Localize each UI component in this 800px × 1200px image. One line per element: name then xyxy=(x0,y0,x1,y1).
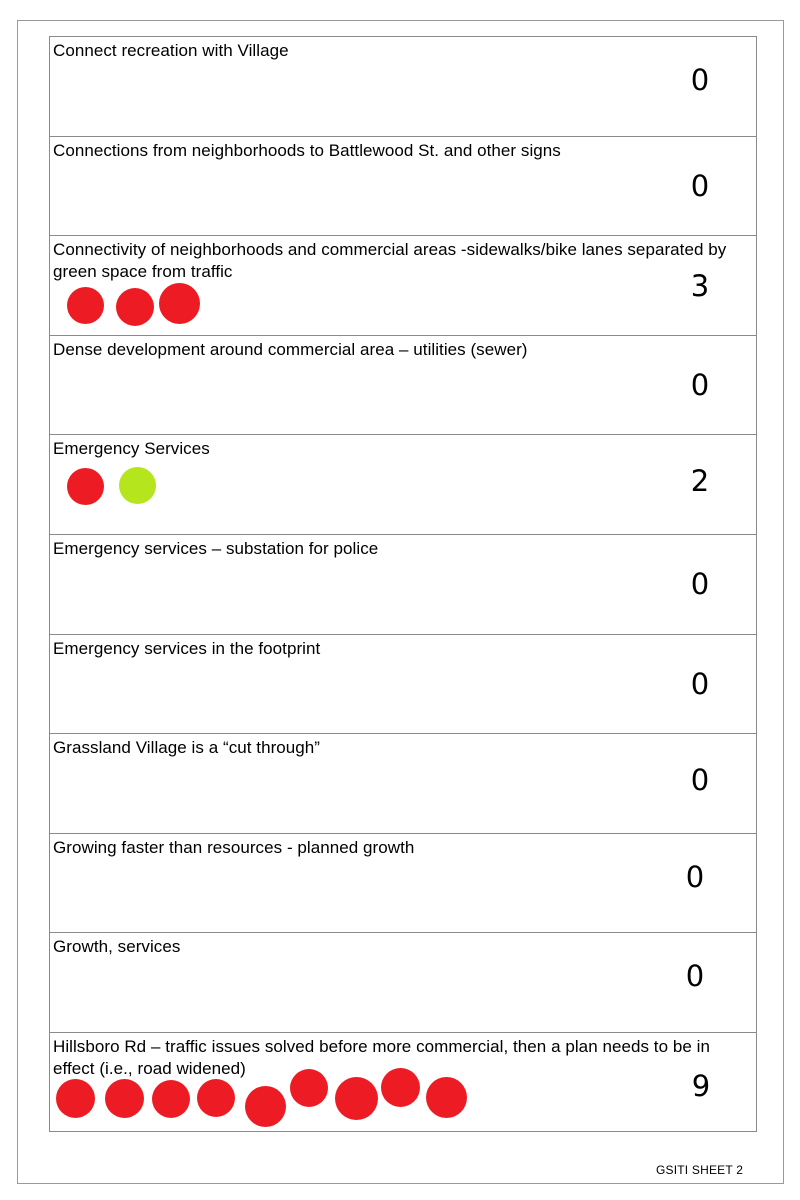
row-text: Emergency services in the footprint xyxy=(53,638,321,658)
red-vote-dot xyxy=(290,1069,328,1107)
row-text: Connect recreation with Village xyxy=(53,41,289,60)
table-row xyxy=(50,1033,756,1133)
table-row xyxy=(50,933,756,1033)
table-row xyxy=(50,37,756,137)
red-vote-dot xyxy=(245,1086,286,1127)
table-row xyxy=(50,236,756,336)
red-vote-dot xyxy=(381,1068,420,1107)
row-text: Connectivity of neighborhoods and commercial areas -sidewalks/bike lanes separated by green space from traffic xyxy=(53,240,727,282)
dot-count: 0 xyxy=(690,168,710,203)
table-row xyxy=(50,336,756,436)
row-text: Emergency Services xyxy=(53,439,210,459)
red-vote-dot xyxy=(67,468,104,505)
dot-count: 0 xyxy=(690,63,710,97)
red-vote-dot xyxy=(197,1079,235,1117)
table-row xyxy=(50,535,756,635)
red-vote-dot xyxy=(335,1077,378,1120)
dot-count: 0 xyxy=(690,666,710,701)
dot-count: 0 xyxy=(690,567,710,601)
row-text: Connections from neighborhoods to Battlewood St. and other signs xyxy=(53,140,561,160)
red-vote-dot xyxy=(152,1080,190,1118)
row-text: Grassland Village is a “cut through” xyxy=(53,738,321,758)
red-vote-dot xyxy=(426,1077,467,1118)
red-vote-dot xyxy=(159,283,200,324)
table-row xyxy=(50,137,756,237)
row-text: Dense development around commercial area – utilities (sewer) xyxy=(53,339,528,359)
dot-count: 2 xyxy=(690,464,710,499)
row-text: Emergency services – substation for police xyxy=(53,539,379,558)
sheet-label: GSITI SHEET 2 xyxy=(656,1163,744,1177)
comment-table xyxy=(49,36,757,1132)
table-row xyxy=(50,635,756,735)
dot-count: 9 xyxy=(691,1069,711,1103)
dot-count: 0 xyxy=(690,367,710,402)
row-text: Growing faster than resources - planned growth xyxy=(53,837,415,857)
dot-count: 3 xyxy=(690,269,710,304)
table-row xyxy=(50,435,756,535)
red-vote-dot xyxy=(105,1079,144,1118)
dot-count: 0 xyxy=(690,763,710,798)
dot-count: 0 xyxy=(685,859,705,894)
red-vote-dot xyxy=(56,1079,95,1118)
row-text: Growth, services xyxy=(53,937,181,957)
table-row xyxy=(50,734,756,834)
table-row xyxy=(50,834,756,934)
row-text: Hillsboro Rd – traffic issues solved before more commercial, then a plan needs to be in effect (i.e., road widened) xyxy=(53,1037,710,1078)
dot-count: 0 xyxy=(685,959,705,994)
red-vote-dot xyxy=(67,287,104,324)
red-vote-dot xyxy=(116,288,154,326)
green-vote-dot xyxy=(119,467,156,504)
